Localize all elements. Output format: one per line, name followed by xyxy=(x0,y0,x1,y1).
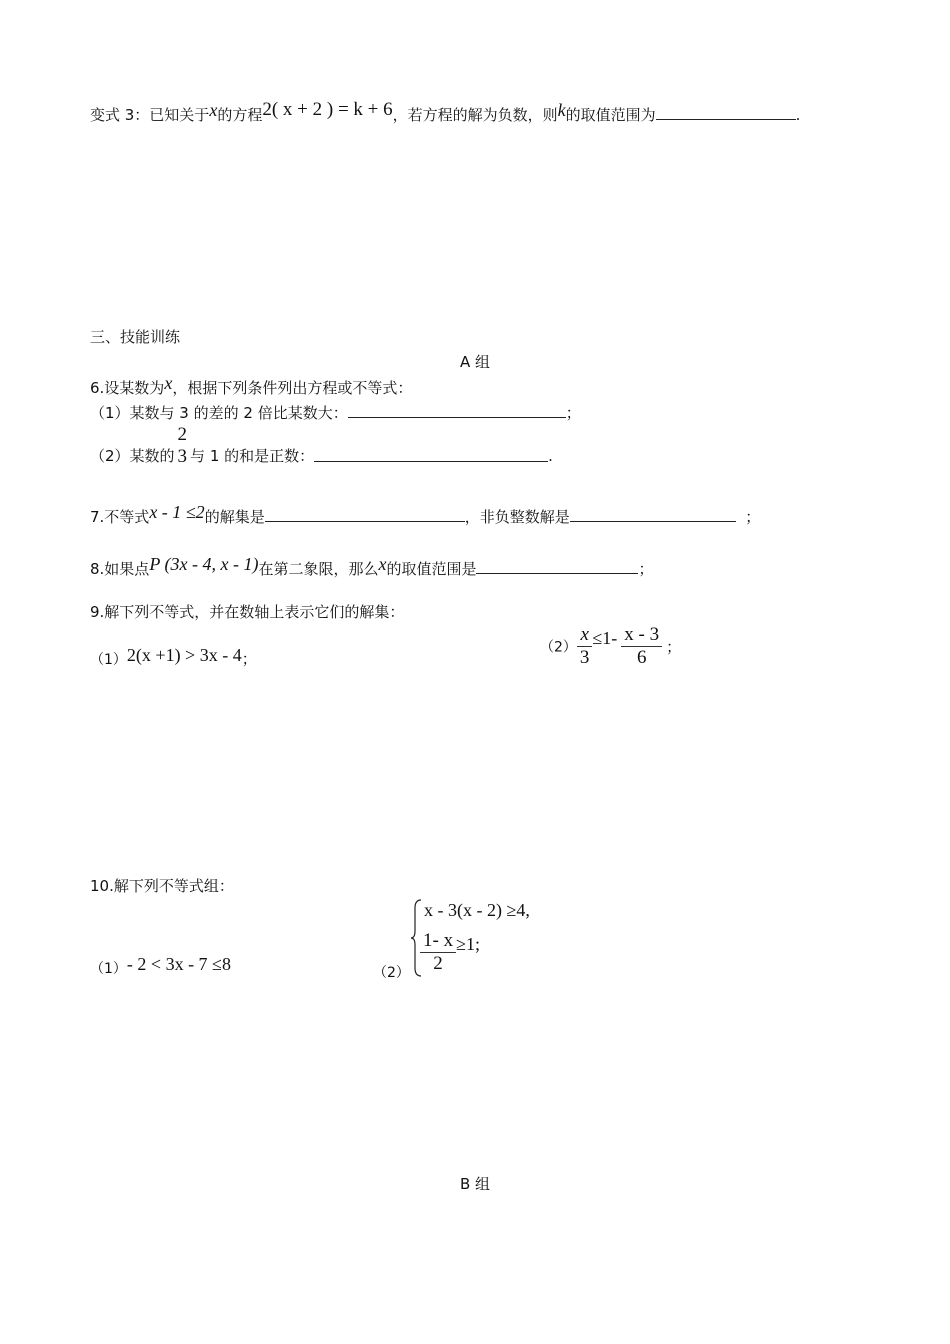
section-title: 三、技能训练 xyxy=(90,328,181,346)
q9-stem: 9.解下列不等式，并在数轴上表示它们的解集： xyxy=(90,603,405,621)
q10-fraction-1-minus-x-over-2: $\frac{1- x}{2}$ xyxy=(420,930,456,975)
q8-point: P (3x - 4, x - 1) xyxy=(149,554,259,574)
q8-text: 的取值范围是 xyxy=(386,560,477,578)
variant3-equation: 2( x + 2 ) = k + 6 xyxy=(262,99,393,120)
q10-part1 xyxy=(90,954,231,978)
q9-fraction-x-minus-3-over-6: $\frac{x - 3}{6}$ xyxy=(621,624,662,669)
answer-blank[interactable] xyxy=(348,402,566,418)
var-x: x xyxy=(164,373,173,393)
q9-part1 xyxy=(90,645,257,669)
q6-text: 6.设某数为 xyxy=(90,379,165,397)
answer-blank[interactable] xyxy=(476,558,638,574)
q7-text: ，非负整数解是 xyxy=(464,508,570,526)
variant3-text: 的方程 xyxy=(217,106,263,124)
variant3-end: . xyxy=(795,106,801,124)
q9-part1-inequality: 2(x +1) > 3x - 4 xyxy=(126,645,242,665)
q9-part2 xyxy=(540,624,681,669)
q9-part1-end: ； xyxy=(241,650,257,668)
q6-part2-text: （2）某数的 xyxy=(90,447,175,465)
q8-text: 8.如果点 xyxy=(90,560,150,578)
group-b-title: B 组 xyxy=(459,1175,491,1193)
q10-stem: 10.解下列不等式组： xyxy=(90,877,234,895)
answer-blank[interactable] xyxy=(570,506,736,522)
q7-text: 7.不等式 xyxy=(90,508,150,526)
q9-fraction-x-over-3: $\frac{x}{3}$ xyxy=(577,624,593,669)
q7-line xyxy=(90,502,761,527)
q6-part1 xyxy=(90,402,581,423)
q6-text: ，根据下列条件列出方程或不等式： xyxy=(172,379,413,397)
answer-blank[interactable] xyxy=(314,446,548,462)
variant3-text: 变式 3：已知关于 xyxy=(90,106,210,124)
q9-part2-label: （2） xyxy=(540,639,577,656)
q7-text: 的解集是 xyxy=(204,508,265,526)
q10-system-line1: x - 3(x - 2) ≥4, xyxy=(424,900,530,920)
q6-part1-end: ； xyxy=(565,404,581,422)
q9-part2-end: ； xyxy=(666,638,682,656)
q7-inequality: x - 1 ≤2 xyxy=(149,502,205,522)
q8-line xyxy=(90,554,654,579)
answer-blank[interactable] xyxy=(265,506,465,522)
q9-part1-label: （1） xyxy=(90,652,127,668)
q6-part2-end: . xyxy=(548,447,553,465)
answer-blank[interactable] xyxy=(656,104,796,120)
q6-stem xyxy=(90,373,413,398)
q8-end: ； xyxy=(638,560,654,578)
variant3-text: 的取值范围为 xyxy=(565,106,656,124)
q10-part1-inequality: - 2 < 3x - 7 ≤8 xyxy=(126,954,231,974)
var-x: x xyxy=(378,554,387,574)
q7-end: ； xyxy=(745,508,761,526)
variant3-line xyxy=(90,99,801,125)
group-a-title: A 组 xyxy=(459,353,491,371)
q8-text: 在第二象限，那么 xyxy=(258,560,379,578)
q6-part1-text: （1）某数与 3 的差的 2 倍比某数大： xyxy=(90,404,348,422)
var-x: x xyxy=(209,100,218,120)
q10-system-line2: $\frac{1- x}{2}$ ≥1; xyxy=(420,930,480,975)
fraction-two-thirds: 2 3 xyxy=(177,424,188,467)
var-k: k xyxy=(557,100,566,120)
q9-part2-mid: ≤1- xyxy=(592,628,618,648)
q10-part1-label: （1） xyxy=(90,961,127,977)
variant3-text: ，若方程的解为负数，则 xyxy=(392,106,558,124)
q6-part2-text: 与 1 的和是正数： xyxy=(190,447,315,465)
q10-part2-label: （2） xyxy=(373,965,410,981)
q6-part2 xyxy=(90,424,553,466)
